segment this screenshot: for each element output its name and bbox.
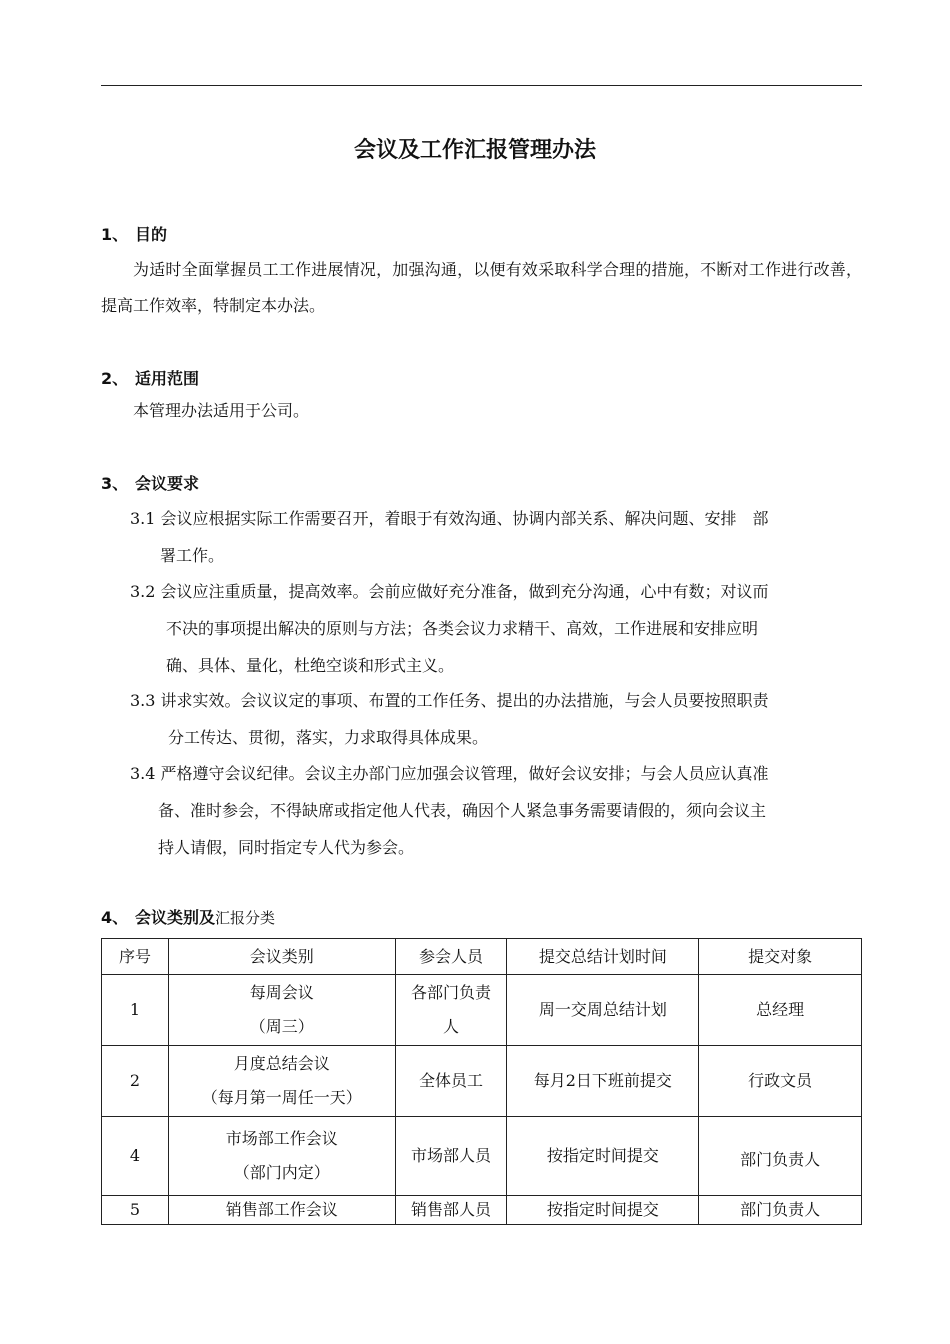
meeting-category bbox=[168, 1117, 395, 1196]
category-note: （每月第一周任一天） bbox=[201, 1088, 362, 1107]
requirement-3-3 bbox=[130, 682, 862, 756]
requirement-3-1 bbox=[130, 500, 862, 574]
section-title: 会议要求 bbox=[135, 474, 200, 493]
table-header-row bbox=[102, 939, 862, 975]
page-title: 会议及工作汇报管理办法 bbox=[353, 138, 596, 163]
section-1-paragraph: 为适时全面掌握员工工作进展情况，加强沟通，以便有效采取科学合理的措施，不断对工作进行改善，提高工作效率，特制定本办法。 bbox=[101, 260, 862, 315]
section-3-heading bbox=[101, 471, 199, 494]
requirement-number: 3.4 bbox=[130, 764, 156, 783]
category-note: （周三） bbox=[249, 1017, 314, 1036]
requirement-3-2 bbox=[130, 573, 862, 684]
section-number: 3、 bbox=[101, 474, 129, 493]
requirement-line: 严格遵守会议纪律。会议主办部门应加强会议管理，做好会议安排；与会人员应认真准 bbox=[160, 764, 769, 783]
attendees bbox=[395, 975, 507, 1046]
requirement-line: 确、具体、量化，杜绝空谈和形式主义。 bbox=[166, 656, 455, 675]
section-title: 会议类别及 bbox=[135, 908, 216, 927]
table-row bbox=[102, 1046, 862, 1117]
requirement-number: 3.1 bbox=[130, 509, 156, 528]
section-number: 2、 bbox=[101, 369, 129, 388]
submission-target: 部门负责人 bbox=[699, 1196, 862, 1225]
row-number: 4 bbox=[102, 1117, 169, 1196]
submission-time: 按指定时间提交 bbox=[507, 1117, 699, 1196]
table-header-cell: 序号 bbox=[102, 939, 169, 975]
meeting-category bbox=[168, 1046, 395, 1117]
attendees: 销售部人员 bbox=[395, 1196, 507, 1225]
table-header-cell: 提交对象 bbox=[699, 939, 862, 975]
row-number: 1 bbox=[102, 975, 169, 1046]
submission-time: 周一交周总结计划 bbox=[507, 975, 699, 1046]
requirement-number: 3.2 bbox=[130, 582, 156, 601]
meeting-table bbox=[101, 938, 862, 1225]
table-header-cell: 提交总结计划时间 bbox=[507, 939, 699, 975]
attendees-line: 各部门负责 bbox=[411, 983, 492, 1002]
row-number: 2 bbox=[102, 1046, 169, 1117]
section-number: 1、 bbox=[101, 225, 129, 244]
submission-time: 每月2日下班前提交 bbox=[507, 1046, 699, 1117]
attendees-line: 人 bbox=[443, 1017, 460, 1036]
table-header-cell: 参会人员 bbox=[395, 939, 507, 975]
submission-target: 总经理 bbox=[699, 975, 862, 1046]
section-title: 目的 bbox=[135, 225, 168, 244]
requirement-line: 不决的事项提出解决的原则与方法；各类会议力求精干、高效，工作进展和安排应明 bbox=[166, 619, 759, 638]
requirement-line: 会议应注重质量，提高效率。会前应做好充分准备，做到充分沟通，心中有数；对议而 bbox=[160, 582, 769, 601]
section-1-heading bbox=[101, 222, 167, 245]
category-name: 每周会议 bbox=[249, 983, 314, 1002]
submission-target: 部门负责人 bbox=[699, 1117, 862, 1196]
requirement-line: 分工传达、贯彻，落实，力求取得具体成果。 bbox=[168, 728, 489, 747]
table-row bbox=[102, 1196, 862, 1225]
submission-target: 行政文员 bbox=[699, 1046, 862, 1117]
section-number: 4、 bbox=[101, 908, 129, 927]
table-row bbox=[102, 1117, 862, 1196]
requirement-line: 备、准时参会，不得缺席或指定他人代表，确因个人紧急事务需要请假的，须向会议主 bbox=[158, 801, 767, 820]
requirement-line: 讲求实效。会议议定的事项、布置的工作任务、提出的办法措施，与会人员要按照职责 bbox=[160, 691, 769, 710]
section-2-heading bbox=[101, 366, 199, 389]
table-row bbox=[102, 975, 862, 1046]
row-number: 5 bbox=[102, 1196, 169, 1225]
requirement-number: 3.3 bbox=[130, 691, 156, 710]
section-title-tail: 汇报分类 bbox=[215, 909, 276, 927]
requirement-line: 署工作。 bbox=[160, 546, 225, 565]
header-rule bbox=[101, 85, 862, 86]
section-2-paragraph: 本管理办法适用于公司。 bbox=[133, 401, 310, 420]
category-note: （部门内定） bbox=[233, 1163, 330, 1182]
meeting-category bbox=[168, 975, 395, 1046]
attendees: 市场部人员 bbox=[395, 1117, 507, 1196]
attendees: 全体员工 bbox=[395, 1046, 507, 1117]
submission-time: 按指定时间提交 bbox=[507, 1196, 699, 1225]
requirement-3-4 bbox=[130, 755, 862, 866]
category-name: 月度总结会议 bbox=[233, 1054, 330, 1073]
category-name: 市场部工作会议 bbox=[225, 1129, 338, 1148]
requirement-line: 持人请假，同时指定专人代为参会。 bbox=[158, 838, 415, 857]
section-title: 适用范围 bbox=[135, 369, 200, 388]
meeting-category: 销售部工作会议 bbox=[168, 1196, 395, 1225]
section-4-heading bbox=[101, 905, 275, 928]
table-header-cell: 会议类别 bbox=[168, 939, 395, 975]
requirement-line: 会议应根据实际工作需要召开，着眼于有效沟通、协调内部关系、解决问题、安排 部 bbox=[160, 509, 769, 528]
